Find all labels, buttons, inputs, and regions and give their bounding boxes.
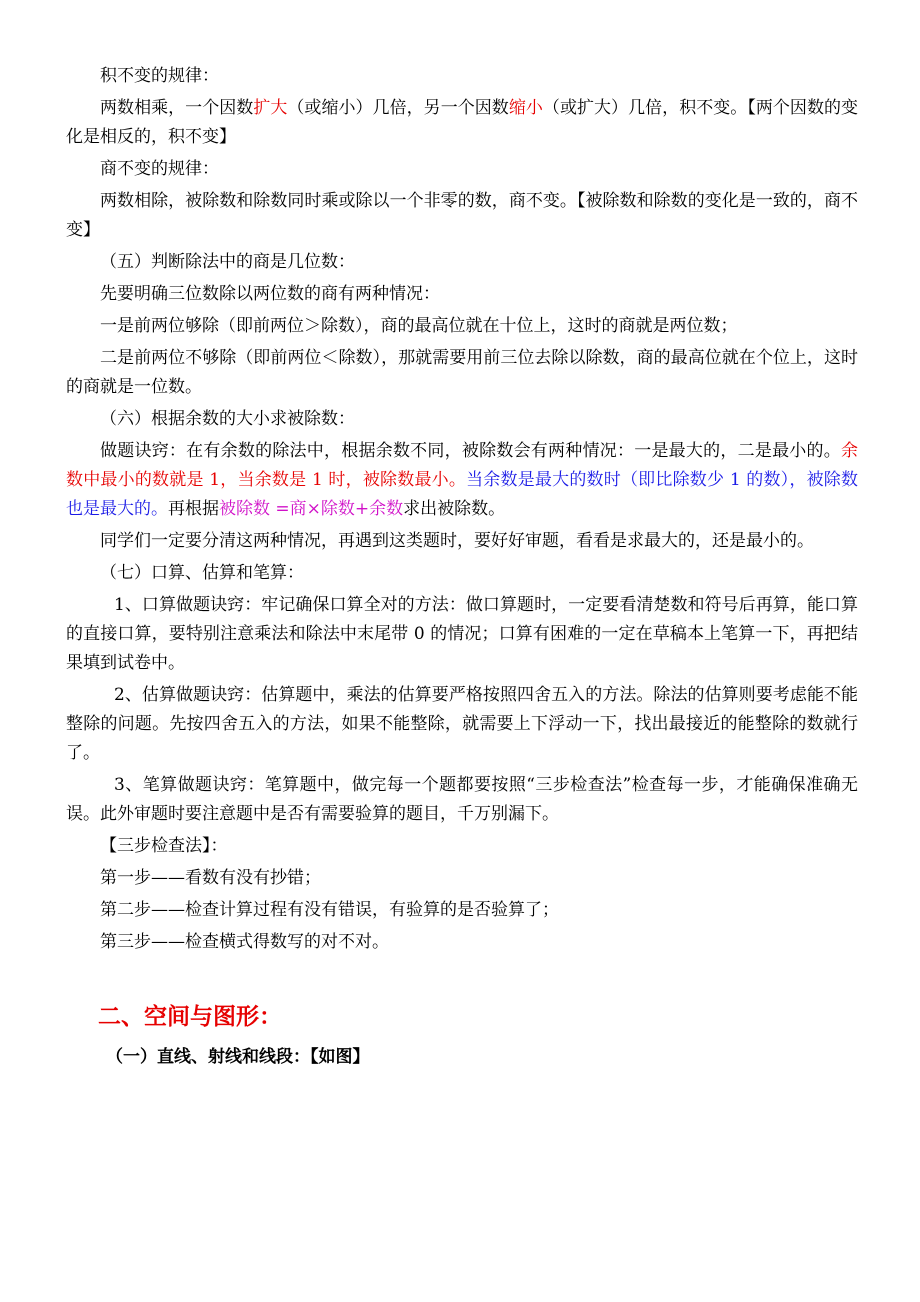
section-five-title: （五）判断除法中的商是几位数： [100,252,355,272]
highlight-formula: 被除数 =商×除数+余数 [219,499,404,519]
quotient-rule-text: 两数相除，被除数和除数同时乘或除以一个非零的数，商不变。【被除数和除数的变化是一致的，商不变】 [66,191,858,240]
mental-math-tip: 1、口算做题诀窍：牢记确保口算全对的方法：做口算题时，一定要看清楚数和符号后再算，能口算的直接口算，要特别注意乘法和除法中末尾带 0 的情况；口算有困难的一定在草稿本上笔算一下，再把结果填到试卷中。 [66,595,858,673]
text-span: 再根据 [168,499,219,519]
paragraph: 同学们一定要分清这两种情况，再遇到这类题时，要好好审题，看看是求最大的，还是最小的。 [100,531,814,551]
highlight-min-case: 余数中最小的数就是 1，当余数是 1 时，被除数最小。 [66,441,858,490]
paragraph: 一是前两位够除（即前两位＞除数），商的最高位就在十位上，这时的商就是两位数； [100,316,738,336]
section-seven-title: （七）口算、估算和笔算： [100,563,304,583]
text-span: 求出被除数。 [403,499,506,519]
estimation-tip: 2、估算做题诀窍：估算题中，乘法的估算要严格按照四舍五入的方法。除法的估算则要考虑能不能整除的问题。先按四舍五入的方法，如果不能整除，就需要上下浮动一下，找出最接近的能整除的数就行了。 [66,685,858,763]
highlight-max-case: 当余数是最大的数时（即比除数少 1 的数），被除数也是最大的。 [66,470,859,519]
product-rule-title: 积不变的规律： [100,66,219,86]
step-three: 第三步——检查横式得数写的对不对。 [100,932,389,952]
section-subheading: （一）直线、射线和线段：【如图】 [106,1047,370,1067]
step-one: 第一步——看数有没有抄错； [100,868,321,888]
section-heading: 二、空间与图形： [98,1003,282,1030]
remainder-paragraph [66,437,858,524]
document-page [66,62,858,1075]
paragraph: 二是前两位不够除（即前两位＜除数），那就需要用前三位去除以除数，商的最高位就在个位上，这时的商就是一位数。 [66,348,858,397]
text-span: （或扩大）几倍，积不变。【两个因数的变化是相反的，积不变】 [66,98,859,147]
text-span: 做题诀窍：在有余数的除法中，根据余数不同，被除数会有两种情况：一是最大的，二是最小的。 [100,441,841,461]
quotient-rule-title: 商不变的规律： [100,159,219,179]
product-rule-text [66,94,858,152]
highlight-shrink: 缩小 [508,98,543,118]
written-calc-tip: 3、笔算做题诀窍：笔算题中，做完每一个题都要按照“三步检查法”检查每一步，才能确保准确无误。此外审题时要注意题中是否有需要验算的题目，千万别漏下。 [66,775,858,824]
three-step-title: 【三步检查法】： [100,836,228,856]
text-span: 两数相乘，一个因数 [100,98,254,118]
highlight-enlarge: 扩大 [253,98,288,118]
text-span: （或缩小）几倍，另一个因数 [287,98,509,118]
paragraph: 先要明确三位数除以两位数的商有两种情况： [100,284,440,304]
section-six-title: （六）根据余数的大小求被除数： [100,409,355,429]
step-two: 第二步——检查计算过程有没有错误，有验算的是否验算了； [100,900,559,920]
